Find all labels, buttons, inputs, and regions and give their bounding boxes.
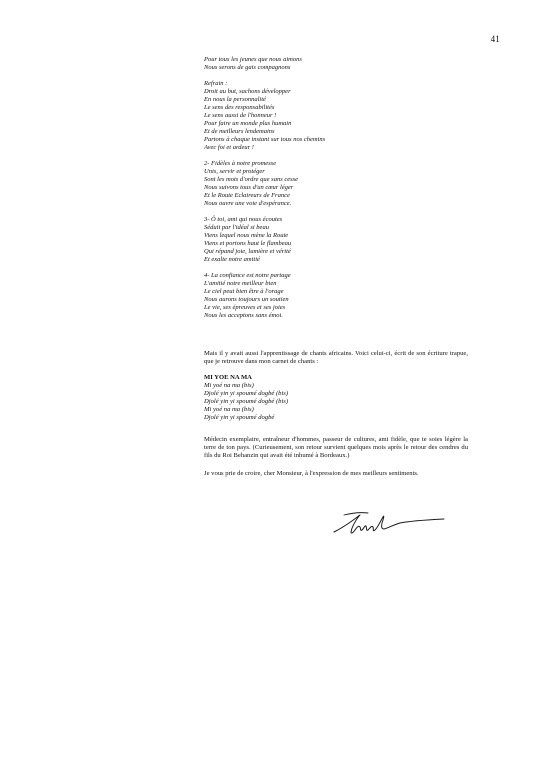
poem-line: Et le Route Eclaireurs de France <box>204 192 290 199</box>
poem-line: Pour tous les jeunes que nous aimons <box>204 56 302 63</box>
intro-paragraph: Mais il y avait aussi l'apprentissage de chants africains. Voici celui-ci, écrit de son écriture trapue, que je retrouve dans mon carnet de chants : <box>204 350 468 365</box>
poem-line: Partons à chaque instant sur tous nos chemins <box>204 136 326 143</box>
poem-line: Nous les acceptons sans émoi. <box>204 312 283 319</box>
poem-line: Le sens des responsabilités <box>204 104 275 111</box>
song-line: Djolé yin yi spoumé dogbé (bis) <box>204 390 289 397</box>
poem-line: Avec foi et ardeur ! <box>204 144 254 151</box>
poem-stanza-3 <box>204 216 394 264</box>
poem-line: Unis, servir et protéger <box>204 168 265 175</box>
poem-line: Nous ouvre une voie d'espérance. <box>204 200 292 207</box>
tribute-paragraph: Médecin exemplaire, entraîneur d'hommes, passeur de cultures, ami fidèle, que te soies légère la terre de ton pays. (Curieusement, son retour survient quelques mois après le retour des cendres du fils du Roi Behanzin qui avait été inhumé à Bordeaux.) <box>204 436 468 459</box>
poem-line: Nous serons de gais compagnons <box>204 64 291 71</box>
poem-line: Pour faire un monde plus humain <box>204 120 292 127</box>
poem-line: Le sens aussi de l'honneur ! <box>204 112 277 119</box>
poem-line: Viens lequel nous mène la Route <box>204 232 289 239</box>
song-line: Mi yoé na ma (bis) <box>204 406 254 413</box>
song-line: Djolé yin yi spoumé dogbé <box>204 414 275 421</box>
page-number: 41 <box>490 34 500 44</box>
handwritten-signature <box>328 505 450 539</box>
poem-stanza-2 <box>204 160 394 208</box>
poem-stanza-1 <box>204 56 394 72</box>
poem-line: Et de meilleurs lendemains <box>204 128 275 135</box>
signature-stroke-2 <box>344 513 368 515</box>
poem-line: 4- La confiance est notre partage <box>204 272 291 279</box>
poem-line: Nous suivons tous d'un cœur léger <box>204 184 294 191</box>
poem-line: En nous la personnalité <box>204 96 266 103</box>
poem-line: 3- Ô toi, ami qui nous écoutes <box>204 216 283 223</box>
closing-paragraph: Je vous prie de croire, cher Monsieur, à l'expression de mes meilleurs sentiments. <box>204 470 419 477</box>
poem-line: Et exalte notre amitié <box>204 256 260 263</box>
poem-block <box>204 56 394 328</box>
poem-stanza-4 <box>204 272 394 320</box>
poem-line: Viens et portons haut le flambeau <box>204 240 292 247</box>
poem-line: Séduit par l'idéal si beau <box>204 224 269 231</box>
poem-line: Sont les mots d'ordre que sans cesse <box>204 176 299 183</box>
poem-line: Qui répand joie, lumière et vérité <box>204 248 291 255</box>
song-line: Djolé yin yi spoumé dogbé (bis) <box>204 398 289 405</box>
poem-line: L'amitié notre meilleur bien <box>204 280 277 287</box>
song-block <box>204 374 384 422</box>
poem-line: 2- Fidèles à notre promesse <box>204 160 277 167</box>
poem-line: Droit au but, sachons développer <box>204 88 291 95</box>
poem-line: Nous aurons toujours un soutien <box>204 296 289 303</box>
song-line: Mi yoé na ma (bis) <box>204 382 254 389</box>
poem-line: Le vie, ses épreuves et ses joies <box>204 304 286 311</box>
poem-refrain <box>204 80 394 152</box>
song-title: MI YOE NA MA <box>204 374 252 381</box>
signature-stroke-1 <box>334 515 444 533</box>
poem-line: Refrain : <box>204 80 228 87</box>
poem-line: Le ciel peut bien être à l'orage <box>204 288 284 295</box>
